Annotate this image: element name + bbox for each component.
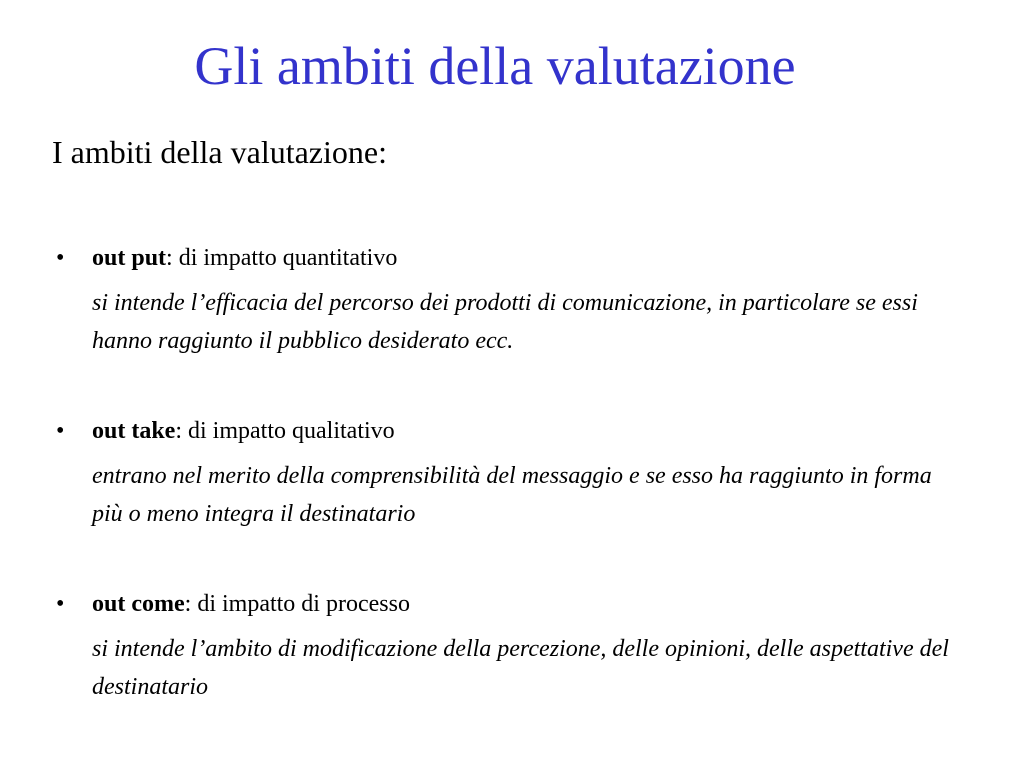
bullet-heading — [52, 243, 962, 273]
item-term: out put — [92, 245, 167, 271]
item-separator: : — [175, 418, 183, 444]
list-item-out-put — [52, 243, 962, 360]
bullet-icon: • — [56, 245, 65, 271]
item-separator: : — [184, 591, 192, 617]
slide-title: Gli ambiti della valutazione — [194, 36, 796, 96]
item-separator: : — [166, 245, 173, 271]
item-description: si intende l’ambito di modificazione della percezione, delle opinioni, delle aspettative del destinatario — [92, 636, 949, 700]
item-term: out come — [92, 591, 185, 617]
bullet-heading — [52, 589, 962, 619]
bullet-icon: • — [56, 418, 65, 444]
intro-text: I ambiti della valutazione: — [52, 134, 387, 170]
item-subtitle: di impatto quantitativo — [172, 245, 398, 271]
item-term: out take — [92, 418, 176, 444]
list-item-out-come — [52, 589, 962, 706]
bullet-heading — [52, 416, 962, 446]
item-subtitle: di impatto di processo — [191, 591, 410, 617]
item-description: si intende l’efficacia del percorso dei prodotti di comunicazione, in particolare se essi hanno raggiunto il pubblico desiderato ecc. — [92, 290, 918, 354]
item-subtitle: di impatto qualitativo — [182, 418, 395, 444]
list-item-out-take — [52, 416, 962, 533]
bullet-icon: • — [56, 591, 65, 617]
item-description: entrano nel merito della comprensibilità del messaggio e se esso ha raggiunto in forma più o meno integra il destinatario — [92, 463, 932, 527]
